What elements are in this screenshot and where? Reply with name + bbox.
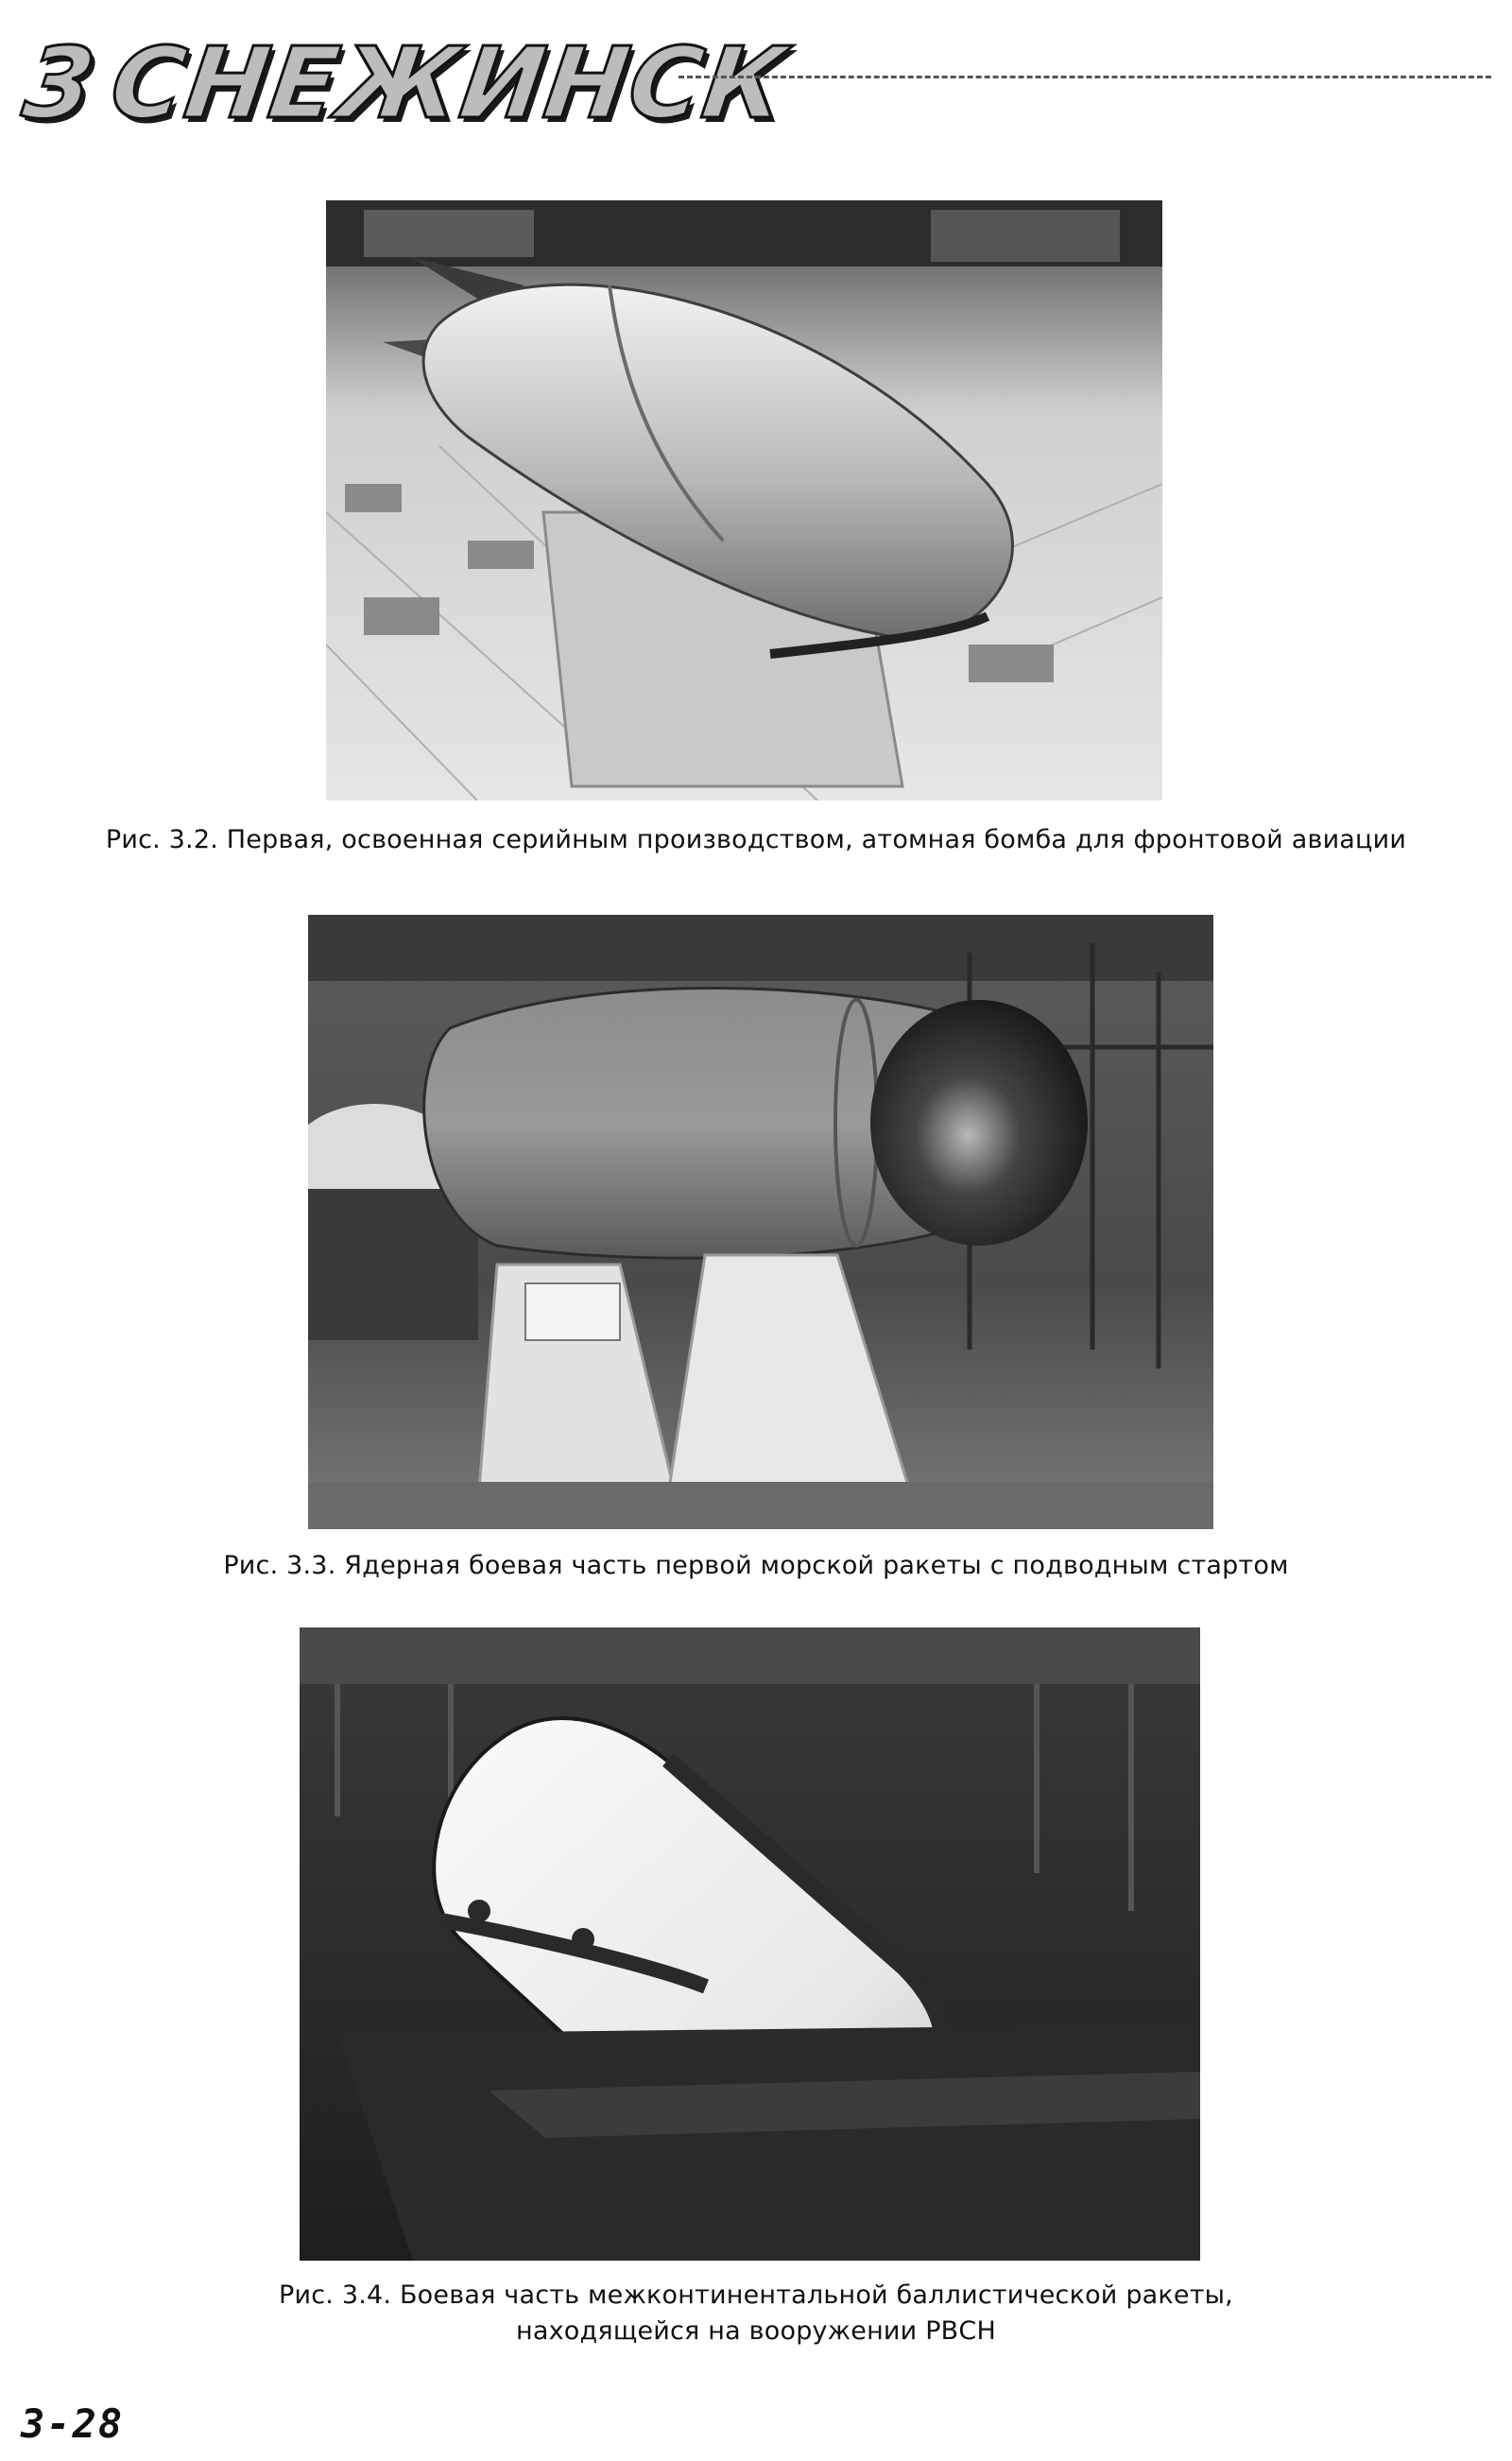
figure-caption: Рис. 3.3. Ядерная боевая часть первой морской ракеты с подводным стартом [223,1551,1289,1580]
naval-warhead-photo-graphic [308,915,1213,1529]
page-number: 3-28 [21,2401,125,2447]
photo-icbm-warhead [300,1627,1200,2261]
chapter-number: 3 [16,26,104,141]
chapter-title [17,26,794,140]
figure-caption-multiline [0,2278,1512,2349]
figure-caption: Рис. 3.2. Первая, освоенная серийным производством, атомная бомба для фронтовой авиации [105,825,1407,854]
page-header [17,26,1491,140]
caption-line: находящейся на вооружении РВСН [516,2316,996,2346]
photo-naval-warhead [308,915,1213,1529]
photo-atomic-bomb [326,200,1162,800]
chapter-name: СНЕЖИНСК [104,26,795,141]
header-divider [679,76,1491,78]
icbm-warhead-photo-graphic [300,1627,1200,2261]
bomb-photo-graphic [326,200,1162,800]
caption-line: Рис. 3.4. Боевая часть межконтинентальной баллистической ракеты, [279,2280,1233,2310]
